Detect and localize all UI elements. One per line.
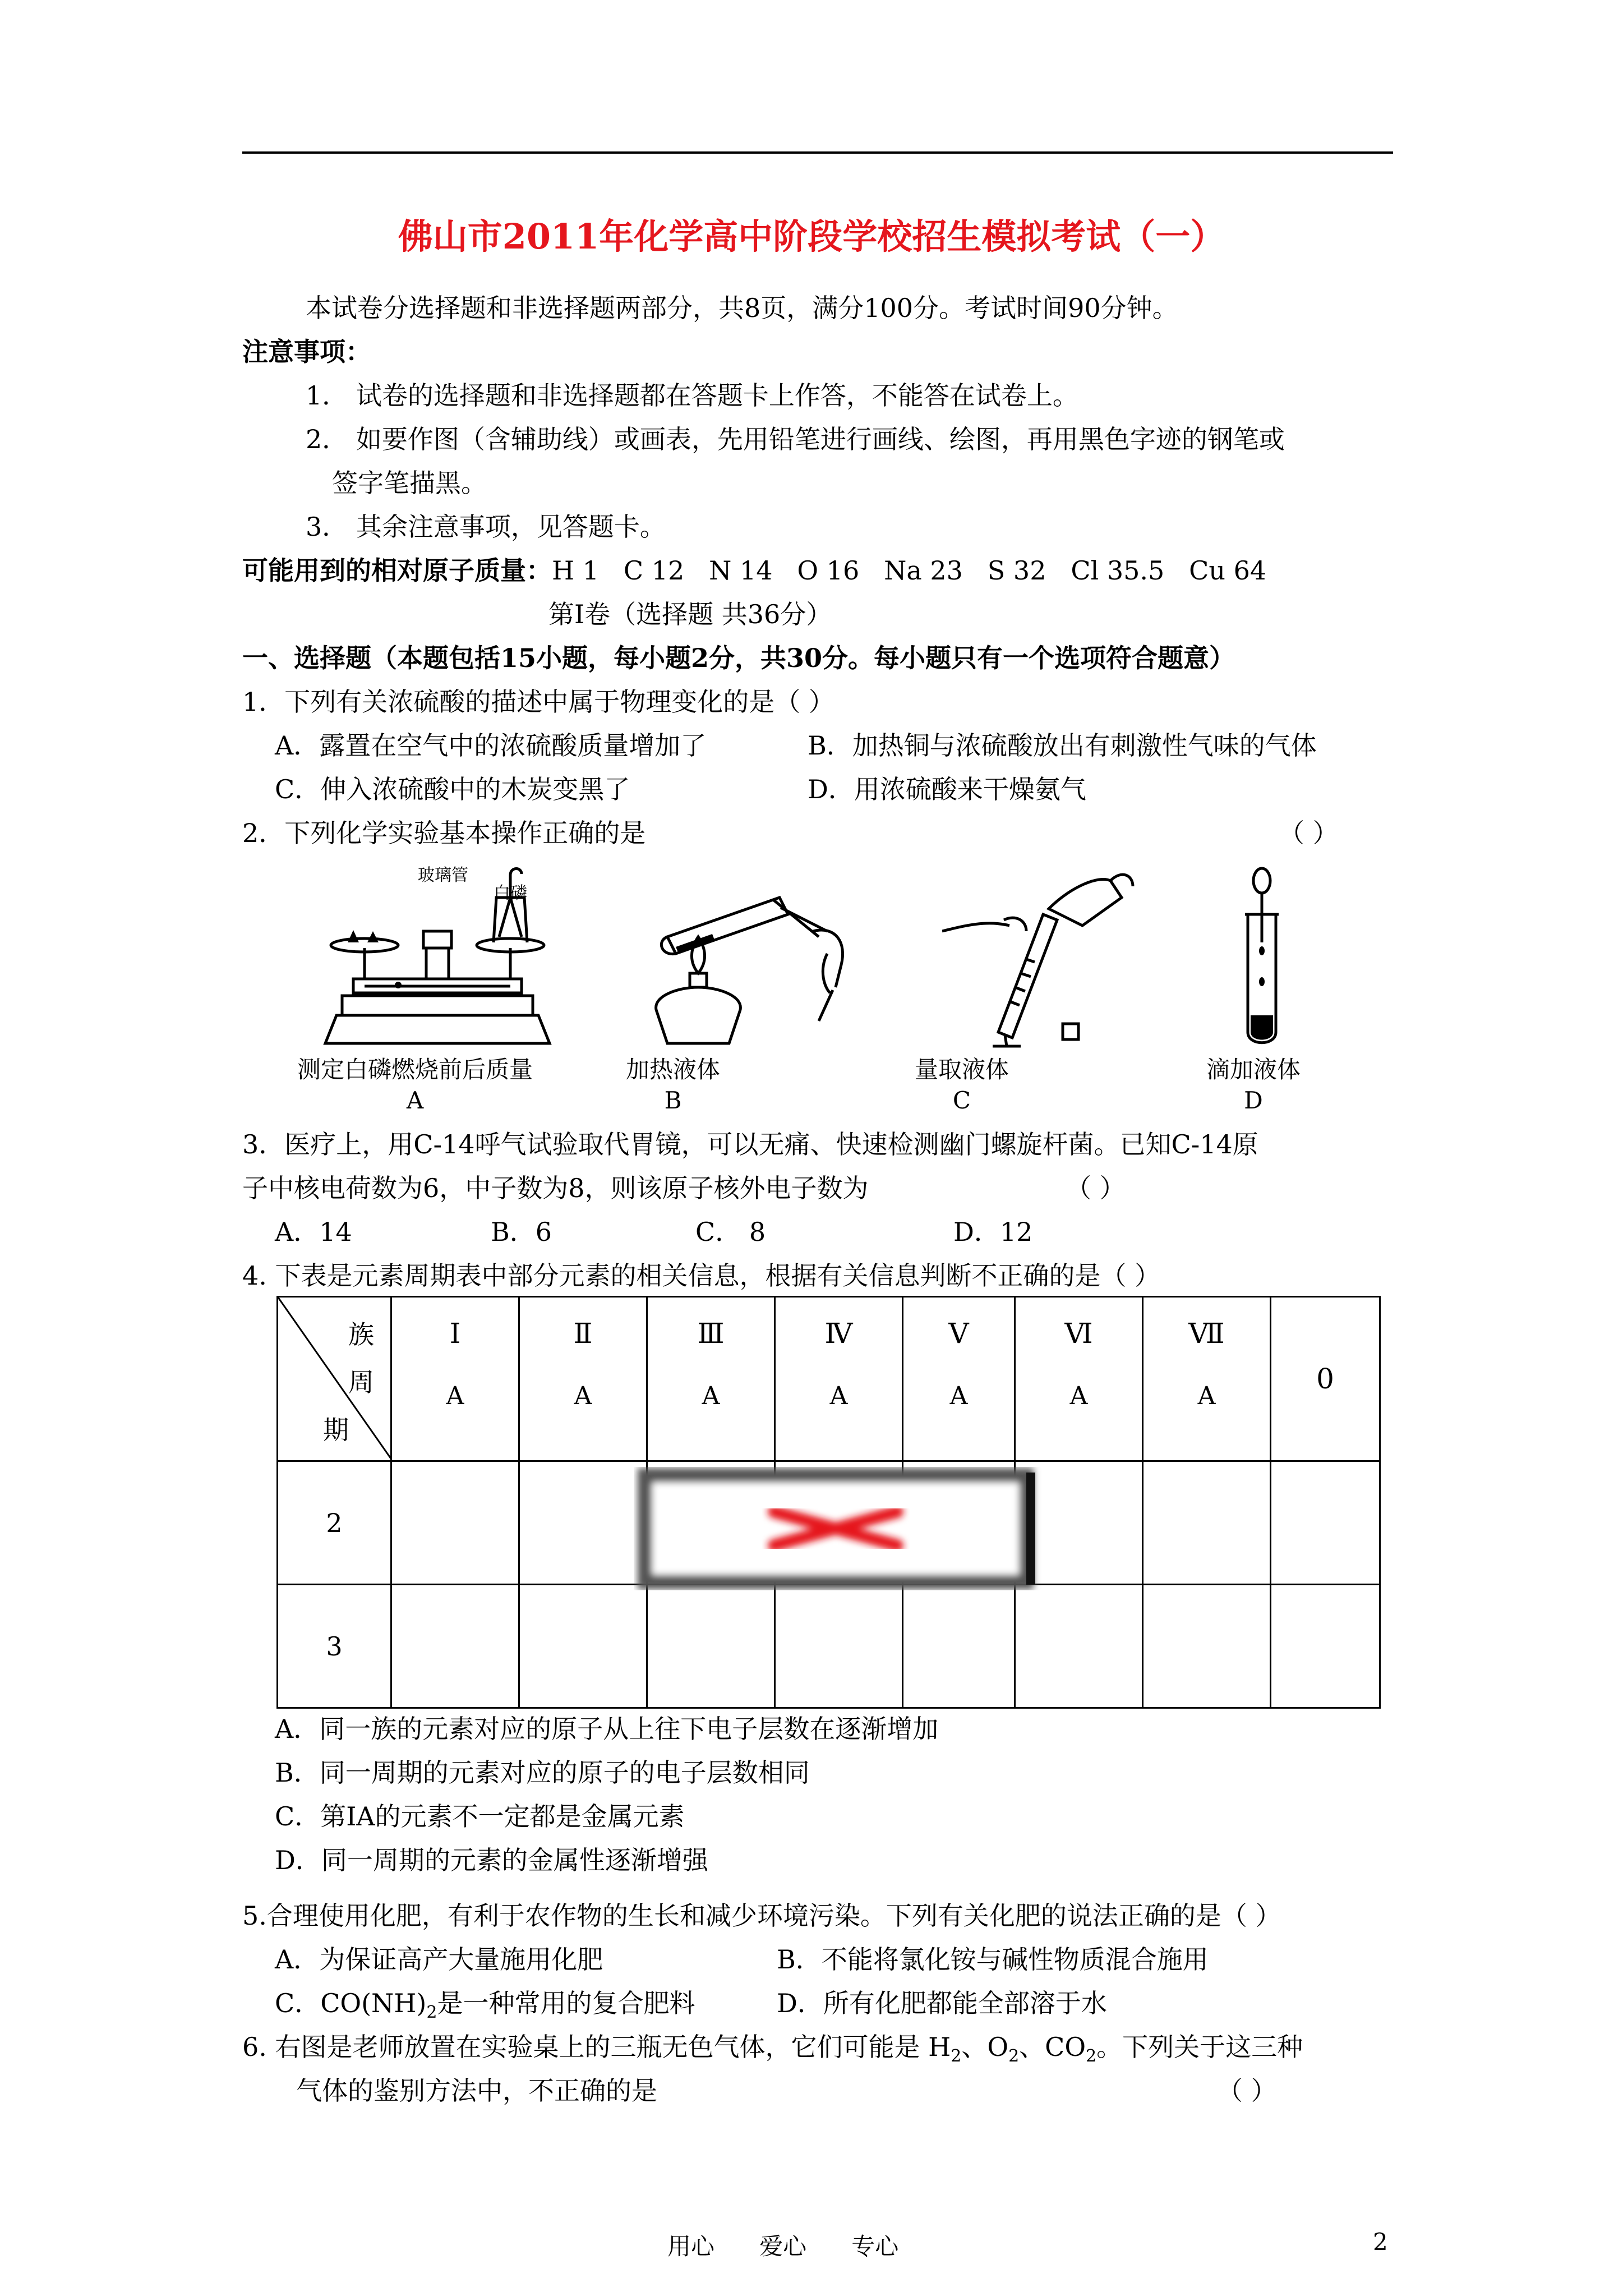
corner-cell (278, 1297, 391, 1461)
group-header (519, 1297, 647, 1461)
table-cell (1271, 1585, 1380, 1708)
label-white-phosphorus: 白磷 (494, 884, 527, 903)
table-cell (647, 1585, 775, 1708)
q4-option-d: D．同一周期的元素的金属性逐渐增强 (275, 1845, 708, 1875)
q5-stem: 5.合理使用化肥，有利于农作物的生长和减少环境污染。下列有关化肥的说法正确的是（ ） (242, 1901, 1281, 1931)
table-cell (519, 1585, 647, 1708)
period-label: 3 (278, 1585, 391, 1708)
group-suffix: A (446, 1382, 464, 1410)
group-numeral: Ⅲ (697, 1317, 725, 1350)
q1-option-b: B．加热铜与浓硫酸放出有刺激性气味的气体 (808, 730, 1317, 761)
q1-option-c: C．伸入浓硫酸中的木炭变黑了 (275, 774, 630, 804)
q2-answer-paren: （ ） (1279, 818, 1339, 848)
q4-option-b: B．同一周期的元素对应的原子的电子层数相同 (275, 1757, 810, 1788)
group-numeral: Ⅰ (449, 1317, 461, 1350)
table-cell (1143, 1585, 1271, 1708)
table-cell (1143, 1461, 1271, 1585)
group-header (647, 1297, 775, 1461)
notice-item-1: 1． 试卷的选择题和非选择题都在答题卡上作答，不能答在试卷上。 (306, 380, 1078, 411)
q5-option-c-text-end: 是一种常用的复合肥料 (437, 1988, 695, 2018)
letter-a: A (406, 1087, 424, 1114)
q1-stem: 1．下列有关浓硫酸的描述中属于物理变化的是（ ） (242, 687, 834, 717)
section-heading: 一、选择题（本题包括15小题，每小题2分，共30分。每小题只有一个选项符合题意） (242, 643, 1235, 673)
graduated-cylinder-icon (942, 864, 1144, 1055)
atomic-mass-line (242, 554, 1266, 587)
q6-stem-text: 、O (961, 2032, 1009, 2062)
group-suffix: A (702, 1382, 720, 1410)
table-cell (391, 1461, 519, 1585)
group-numeral: Ⅶ (1188, 1317, 1225, 1350)
table-cell (1015, 1585, 1143, 1708)
q3-stem-line2: 子中核电荷数为6，中子数为8，则该原子核外电子数为 (242, 1173, 869, 1203)
q3-option-b: B．6 (491, 1217, 552, 1247)
q1-option-a: A．露置在空气中的浓硫酸质量增加了 (275, 730, 707, 761)
caption-d: 滴加液体 (1206, 1056, 1301, 1083)
q6-stem-line2: 气体的鉴别方法中，不正确的是 (296, 2076, 657, 2106)
q6-answer-paren: （ ） (1217, 2076, 1277, 2106)
q5-option-c (275, 1986, 695, 2023)
group-header (775, 1297, 903, 1461)
exam-title: 佛山市2011年化学高中阶段学校招生模拟考试（一） (398, 216, 1225, 257)
caption-b: 加热液体 (625, 1056, 720, 1083)
group-header (391, 1297, 519, 1461)
q6-stem-text: 。下列关于这三种 (1096, 2032, 1303, 2062)
q3-option-c: C． 8 (695, 1217, 766, 1247)
subscript: 2 (1008, 2046, 1020, 2067)
letter-d: D (1244, 1087, 1263, 1114)
notice-item-3: 3． 其余注意事项，见答题卡。 (306, 512, 666, 542)
q3-option-a: A．14 (275, 1217, 352, 1247)
q1-option-d: D．用浓硫酸来干燥氨气 (808, 774, 1086, 804)
label-glass-tube: 玻璃管 (418, 866, 468, 885)
q6-stem-text: 、CO (1019, 2032, 1086, 2062)
caption-a: 测定白磷燃烧前后质量 (297, 1056, 533, 1083)
group-numeral: Ⅴ (948, 1317, 969, 1350)
table-cell (519, 1461, 647, 1585)
footer-motto: 用心 爱心 专心 (667, 2233, 899, 2260)
subscript: 2 (951, 2046, 962, 2067)
notice-item-2: 2． 如要作图（含辅助线）或画表，先用铅笔进行画线、绘图，再用黑色字迹的钢笔或 (306, 424, 1285, 454)
alcohol-lamp-icon (634, 875, 869, 1049)
period-label: 2 (278, 1461, 391, 1585)
caption-c: 量取液体 (914, 1056, 1009, 1083)
corner-period-label-1: 周 (348, 1367, 374, 1397)
corner-period-label-2: 期 (323, 1415, 349, 1445)
dropper-test-tube-icon (1217, 864, 1307, 1049)
q5-option-b: B．不能将氯化铵与碱性物质混合施用 (777, 1944, 1209, 1975)
subscript: 2 (1086, 2046, 1097, 2067)
table-cell (775, 1585, 903, 1708)
table-cell (391, 1585, 519, 1708)
group-header-zero: 0 (1271, 1297, 1380, 1461)
page-number: 2 (1373, 2228, 1388, 2256)
group-suffix: A (574, 1382, 592, 1410)
subscript: 2 (426, 2003, 437, 2023)
group-numeral: Ⅳ (824, 1317, 853, 1350)
q3-stem-line1: 3．医疗上，用C-14呼气试验取代胃镜，可以无痛、快速检测幽门螺旋杆菌。已知C-14原 (242, 1129, 1258, 1159)
group-suffix: A (829, 1382, 848, 1410)
letter-c: C (952, 1087, 971, 1114)
q4-stem: 4. 下表是元素周期表中部分元素的相关信息，根据有关信息判断不正确的是（ ） (242, 1260, 1161, 1291)
group-numeral: Ⅵ (1064, 1317, 1093, 1350)
q6-stem-text: 6. 右图是老师放置在实验桌上的三瓶无色气体，它们可能是 H (242, 2032, 951, 2062)
q6-stem (242, 2030, 1303, 2067)
group-header (1143, 1297, 1271, 1461)
part-heading: 第Ⅰ卷（选择题 共36分） (548, 599, 832, 629)
notice-heading: 注意事项： (242, 337, 371, 367)
notice-item-2-cont: 签字笔描黑。 (332, 468, 487, 498)
q3-option-d: D．12 (953, 1217, 1033, 1247)
q4-option-a: A．同一族的元素对应的原子从上往下电子层数在逐渐增加 (275, 1714, 939, 1744)
group-suffix: A (1069, 1382, 1088, 1410)
table-cell (903, 1585, 1015, 1708)
letter-b: B (664, 1087, 682, 1114)
intro-text: 本试卷分选择题和非选择题两部分，共8页，满分100分。考试时间90分钟。 (306, 293, 1178, 323)
q2-stem: 2．下列化学实验基本操作正确的是 (242, 818, 646, 848)
q5-option-d: D．所有化肥都能全部溶于水 (777, 1988, 1107, 2018)
group-suffix: A (1197, 1382, 1216, 1410)
group-header (1015, 1297, 1143, 1461)
table-cell (1271, 1461, 1380, 1585)
group-numeral: Ⅱ (573, 1317, 593, 1350)
atomic-mass-label: 可能用到的相对原子质量： (242, 555, 552, 586)
header-rule (242, 151, 1393, 154)
q3-answer-paren: （ ） (1066, 1173, 1126, 1203)
broken-image-icon (634, 1467, 1049, 1590)
group-suffix: A (949, 1382, 968, 1410)
q5-option-a: A．为保证高产大量施用化肥 (275, 1944, 603, 1975)
q5-option-c-text: C．CO(NH) (275, 1988, 427, 2018)
atomic-mass-values: H 1 C 12 N 14 O 16 Na 23 S 32 Cl 35.5 Cu 64 (552, 555, 1267, 586)
corner-group-label: 族 (348, 1319, 374, 1350)
group-header (903, 1297, 1015, 1461)
q4-option-c: C．第ⅠA的元素不一定都是金属元素 (275, 1801, 685, 1832)
